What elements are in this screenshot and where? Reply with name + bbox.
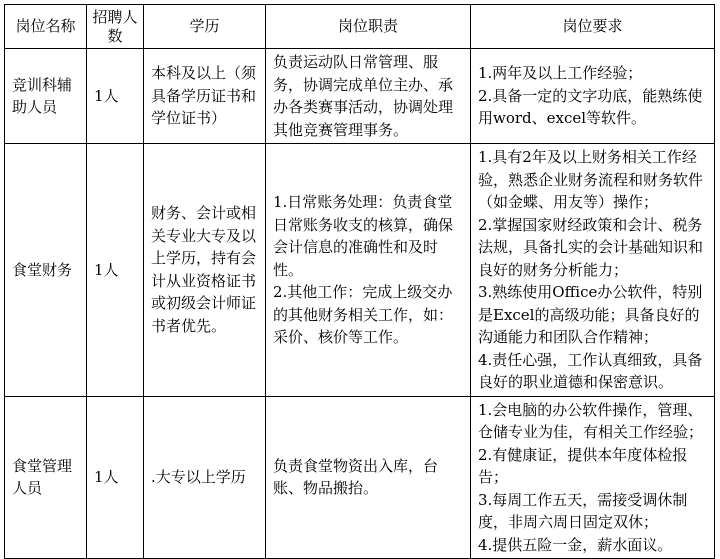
duties-cell: [266, 49, 471, 144]
duty-line: 负责运动队日常管理、服务，协调完成单位主办、承办各类赛事活动，协调处理其他竞赛管理事务。: [273, 53, 454, 139]
duty-line: 2.其他工作：完成上级交办的其他财务相关工作，如：采价、核价等工作。: [273, 283, 454, 346]
duty-line: 负责食堂物资出入库，台账、物品搬抬。: [273, 456, 439, 498]
position-cell: 食堂管理人员: [5, 396, 87, 559]
requirement-line: 4.提供五险一金，薪水面议。: [478, 535, 673, 554]
requirement-line: 1.两年及以上工作经验；: [478, 64, 643, 83]
requirement-line: 3.每周工作五天，需接受调休制度，非周六周日固定双休；: [478, 490, 688, 531]
table-header-row: [5, 5, 715, 49]
requirement-line: 1.具有2年及以上财务相关工作经验，熟悉企业财务流程和财务软件（如金蝶、用友等）操作；: [478, 148, 704, 211]
requirement-line: 3.熟练使用Office办公软件，特别是Excel的高级功能；具备良好的沟通能力和团队合作精神；: [478, 283, 703, 346]
header-count: 招聘人数: [87, 5, 144, 49]
duties-cell: [266, 144, 471, 397]
requirement-line: 4.责任心强，工作认真细致，具备良好的职业道德和保密意识。: [478, 350, 703, 391]
table-row: [5, 49, 715, 144]
requirements-cell: [471, 144, 715, 397]
recruitment-table: [4, 4, 715, 559]
header-duties: 岗位职责: [266, 5, 471, 49]
requirement-line: 2.掌握国家财经政策和会计、税务法规，具备扎实的会计基础知识和良好的财务分析能力；: [478, 215, 704, 279]
header-education: 学历: [144, 5, 266, 49]
duty-line: 1.日常账务处理：负责食堂日常账务收支的核算，确保会计信息的准确性和及时性。: [273, 193, 454, 279]
table-row: [5, 396, 715, 559]
education-cell: 财务、会计或相关专业大专及以上学历，持有会计从业资格证书或初级会计师证书者优先。: [144, 144, 266, 397]
education-cell: 本科及以上（须具备学历证书和学位证书）: [144, 49, 266, 144]
position-cell: 竞训科辅助人员: [5, 49, 87, 144]
header-position: 岗位名称: [5, 5, 87, 49]
count-cell: 1人: [87, 144, 144, 397]
requirements-cell: [471, 49, 715, 144]
duties-cell: [266, 396, 471, 559]
requirements-cell: [471, 396, 715, 559]
count-cell: 1人: [87, 396, 144, 559]
header-requirements: 岗位要求: [471, 5, 715, 49]
position-cell: 食堂财务: [5, 144, 87, 397]
requirement-line: 1.会电脑的办公软件操作，管理、仓储专业为佳，有相关工作经验；: [478, 400, 704, 441]
requirement-line: 2.具备一定的文字功底，能熟练使用word、excel等软件。: [478, 86, 703, 128]
table-row: [5, 144, 715, 397]
count-cell: 1人: [87, 49, 144, 144]
education-cell: .大专以上学历: [144, 396, 266, 559]
requirement-line: 2.有健康证，提供本年度体检报告；: [478, 445, 688, 486]
